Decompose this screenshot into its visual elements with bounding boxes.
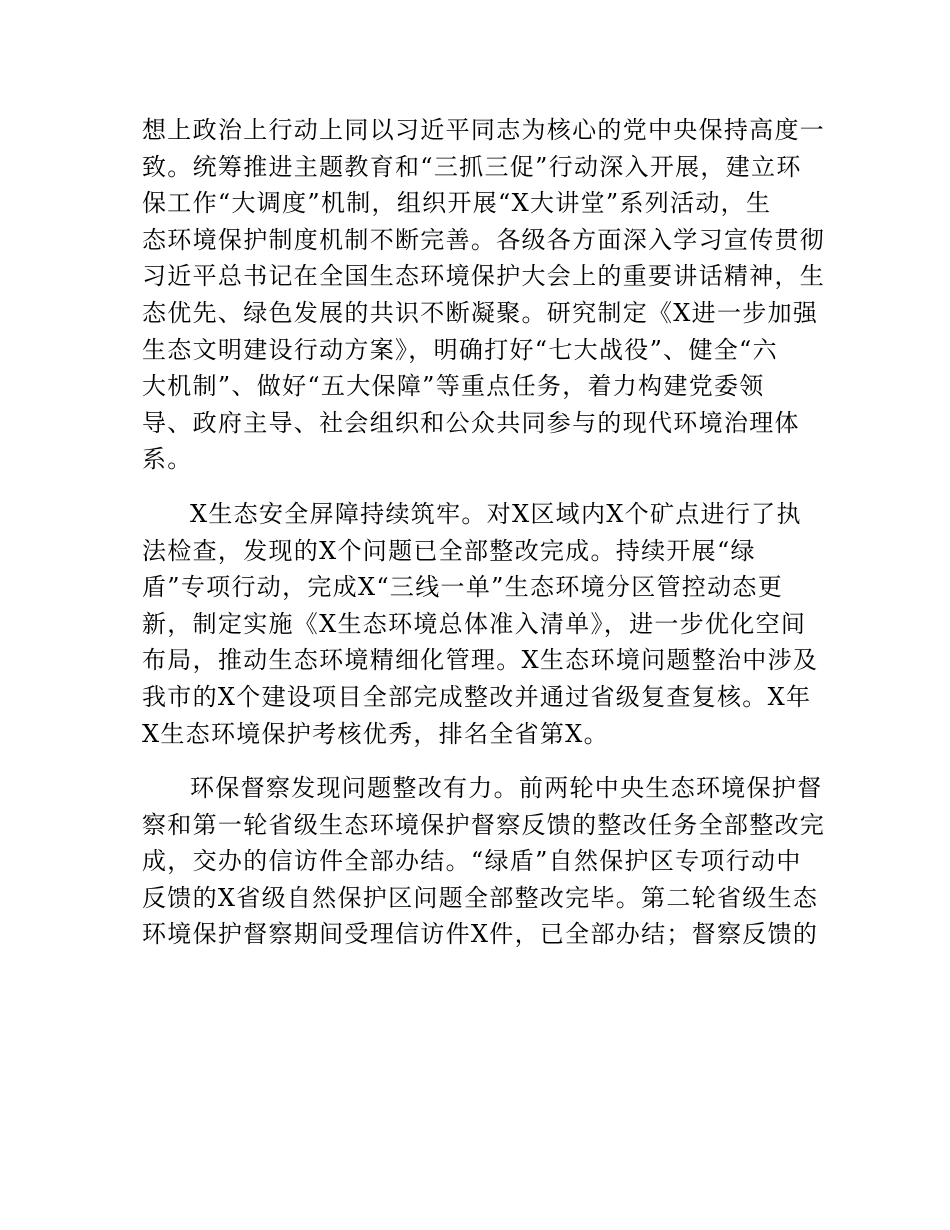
text-line-indented: 环保督察发现问题整改有力。前两轮中央生态环境保护督 — [190, 774, 823, 803]
text-line: 布局，推动生态环境精细化管理。X生态环境问题整治中涉及 — [142, 646, 819, 675]
text-line-indented: X生态安全屏障持续筑牢。对X区域内X个矿点进行了执 — [190, 499, 802, 528]
text-line: 我市的X个建设项目全部完成整改并通过省级复查复核。X年 — [142, 682, 812, 711]
text-line: 想上政治上行动上同以习近平同志为核心的党中央保持高度一 — [142, 116, 826, 144]
paragraph-spacer — [142, 752, 810, 770]
text-line: 致。统筹推进主题教育和“三抓三促”行动深入开展，建立环 — [142, 152, 802, 181]
paragraph-2 — [142, 496, 819, 752]
text-line: 生态文明建设行动方案》，明确打好“七大战役”、健全“六 — [142, 335, 778, 364]
text-line: 反馈的X省级自然保护区问题全部整改完毕。第二轮省级生态 — [142, 883, 819, 912]
text-line: 察和第一轮省级生态环境保护督察反馈的整改任务全部整改完 — [142, 810, 826, 839]
text-line: 环境保护督察期间受理信访件X件，已全部办结；督察反馈的 — [142, 920, 819, 949]
text-line: 态环境保护制度机制不断完善。各级各方面深入学习宣传贯彻 — [142, 225, 826, 254]
text-line: 习近平总书记在全国生态环境保护大会上的重要讲话精神，生 — [142, 262, 826, 291]
text-line: 导、政府主导、社会组织和公众共同参与的现代环境治理体 — [142, 408, 800, 437]
text-line: 态优先、绿色发展的共识不断凝聚。研究制定《X进一步加强 — [142, 298, 819, 327]
text-line: 法检查，发现的X个问题已全部整改完成。持续开展“绿 — [142, 536, 756, 565]
paragraph-spacer — [142, 478, 810, 496]
paragraph-1 — [142, 112, 826, 478]
text-line: 保工作“大调度”机制，组织开展“X大讲堂”系列活动，生 — [142, 189, 772, 218]
text-line: 大机制”、做好“五大保障”等重点任务，着力构建党委领 — [142, 372, 765, 401]
text-line: 系。 — [142, 445, 193, 474]
text-line: 成，交办的信访件全部办结。“绿盾”自然保护区专项行动中 — [142, 847, 802, 876]
text-line: 新，制定实施《X生态环境总体准入清单》，进一步优化空间 — [142, 609, 807, 638]
text-line: 盾”专项行动，完成X“三线一单”生态环境分区管控动态更 — [142, 573, 783, 602]
text-line: X生态环境保护考核优秀，排名全省第X。 — [142, 719, 609, 748]
document-page — [142, 112, 826, 953]
paragraph-3 — [142, 770, 826, 953]
